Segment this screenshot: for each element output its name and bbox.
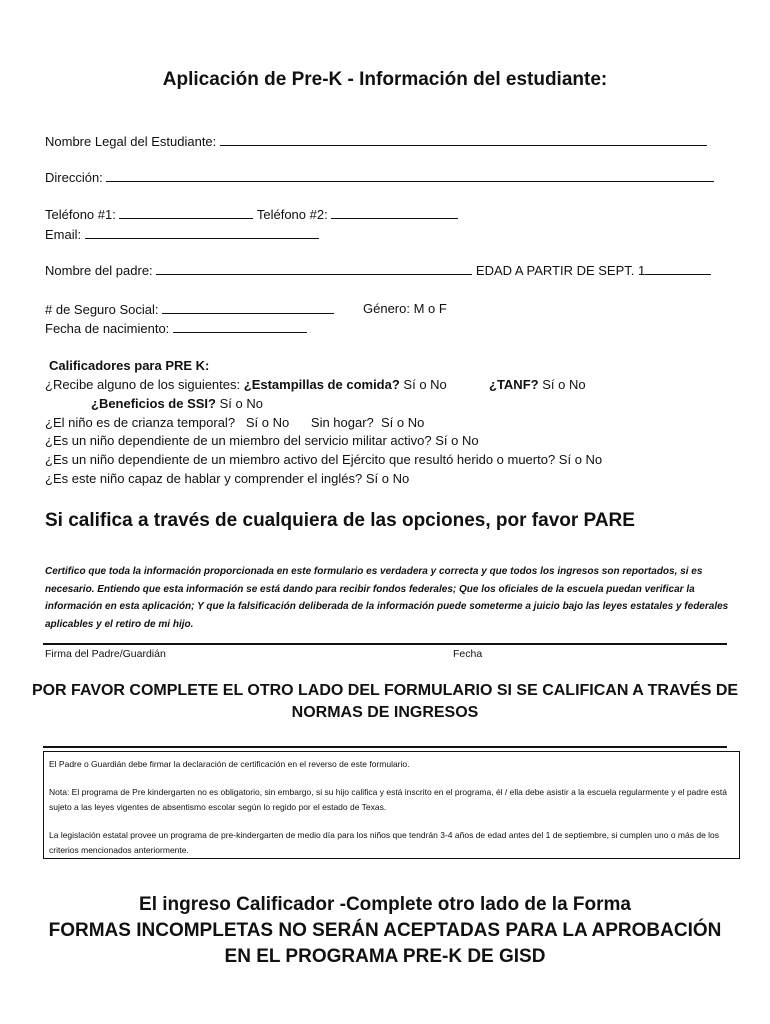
notice-divider bbox=[43, 746, 727, 748]
qualifiers-heading: Calificadores para PRE K: bbox=[49, 358, 210, 373]
address-row bbox=[45, 168, 714, 186]
date-label: Fecha bbox=[453, 648, 483, 660]
ssn-field[interactable] bbox=[162, 300, 334, 314]
legal-name-label: Nombre Legal del Estudiante: bbox=[45, 134, 217, 149]
q1-food-options[interactable]: Sí o No bbox=[403, 377, 447, 392]
q1-tanf: ¿TANF? bbox=[489, 377, 539, 392]
qualifier-ssi bbox=[91, 395, 263, 412]
q1-tanf-options[interactable]: Sí o No bbox=[542, 377, 586, 392]
parent-row bbox=[45, 261, 711, 279]
qualifier-q3: ¿Es un niño dependiente de un miembro del servicio militar activo? Sí o No bbox=[45, 433, 479, 448]
note-attendance: Nota: El programa de Pre kindergarten no es obligatorio, sin embargo, si su hijo califica y está inscrito en el programa, él / ella debe asistir a la escuela regularmente y el padre está sujeto a las leyes vigentes de absentismo escolar según lo regido por el estado de Texas. bbox=[49, 787, 727, 812]
dob-label: Fecha de nacimiento: bbox=[45, 321, 170, 336]
qualifier-q4: ¿Es un niño dependiente de un miembro activo del Ejército que resultó herido o muerto? Sí o No bbox=[45, 452, 603, 467]
q1-ssi-options[interactable]: Sí o No bbox=[219, 396, 263, 411]
footer-line-3: EN EL PROGRAMA PRE-K DE GISD bbox=[224, 946, 546, 967]
q1-ssi: ¿Beneficios de SSI? bbox=[91, 396, 216, 411]
legal-name-field[interactable] bbox=[220, 132, 707, 146]
qualifier-q5: ¿Es este niño capaz de hablar y comprender el inglés? Sí o No bbox=[45, 471, 410, 486]
age-field[interactable] bbox=[645, 261, 711, 275]
phone2-label: Teléfono #2: bbox=[256, 207, 328, 222]
parent-name-field[interactable] bbox=[156, 261, 472, 275]
q1-prefix: ¿Recibe alguno de los siguientes: bbox=[45, 377, 241, 392]
q1-food-stamps: ¿Estampillas de comida? bbox=[243, 377, 400, 392]
gender-label: Género: M o F bbox=[363, 301, 447, 316]
footer-line-1: El ingreso Calificador -Complete otro lado de la Forma bbox=[139, 894, 631, 915]
phone1-field[interactable] bbox=[119, 205, 253, 219]
footer-heading bbox=[0, 892, 770, 970]
qualifier-q2: ¿El niño es de crianza temporal? Sí o No Sin hogar? Sí o No bbox=[45, 415, 425, 430]
note-signature: El Padre o Guardián debe firmar la declaración de certificación en el reverso de este formulario. bbox=[49, 759, 410, 769]
age-label: EDAD A PARTIR DE SEPT. 1 bbox=[475, 263, 646, 278]
stop-heading: Si califica a través de cualquiera de las opciones, por favor PARE bbox=[45, 510, 635, 531]
email-row bbox=[45, 225, 319, 243]
email-field[interactable] bbox=[85, 225, 319, 239]
dob-field[interactable] bbox=[173, 319, 307, 333]
address-label: Dirección: bbox=[45, 170, 103, 185]
ssn-row bbox=[45, 300, 334, 318]
page-title: Aplicación de Pre-K - Información del estudiante: bbox=[162, 69, 608, 90]
income-notice: POR FAVOR COMPLETE EL OTRO LADO DEL FORMULARIO SI SE CALIFICAN A TRAVÉS DE NORMAS DE INGRESOS bbox=[31, 682, 739, 721]
phone2-field[interactable] bbox=[331, 205, 458, 219]
ssn-label: # de Seguro Social: bbox=[45, 302, 159, 317]
signature-line[interactable] bbox=[43, 643, 727, 645]
parent-name-label: Nombre del padre: bbox=[45, 263, 153, 278]
address-field[interactable] bbox=[106, 168, 714, 182]
notes-box bbox=[43, 751, 740, 859]
certification-text: Certifico que toda la información proporcionada en este formulario es verdadera y correcta y que todos los ingresos son reportados, si es necesario. Entiendo que esta información se está dando para recibir fondos federales; Que los oficiales de la escuela puedan verificar la información en esta aplicación; Y que la falsificación deliberada de la información puede someterme a juicio bajo las leyes estatales y federales aplicables y el retiro de mi hijo. bbox=[45, 566, 729, 630]
phone1-label: Teléfono #1: bbox=[45, 207, 116, 222]
legal-name-row bbox=[45, 132, 707, 150]
qualifier-tanf bbox=[489, 376, 586, 393]
note-legislation: La legislación estatal provee un programa de pre-kindergarten de medio día para los niños que tendrán 3-4 años de edad antes del 1 de septiembre, si cumplen uno o más de los criterios mencionados anteriormente. bbox=[49, 830, 720, 855]
phone-row bbox=[45, 205, 458, 223]
guardian-signature-label: Firma del Padre/Guardián bbox=[45, 648, 166, 660]
email-label: Email: bbox=[45, 227, 82, 242]
dob-row bbox=[45, 319, 307, 337]
footer-line-2: FORMAS INCOMPLETAS NO SERÁN ACEPTADAS PARA LA APROBACIÓN bbox=[48, 920, 722, 941]
qualifier-q1-row bbox=[45, 376, 447, 393]
